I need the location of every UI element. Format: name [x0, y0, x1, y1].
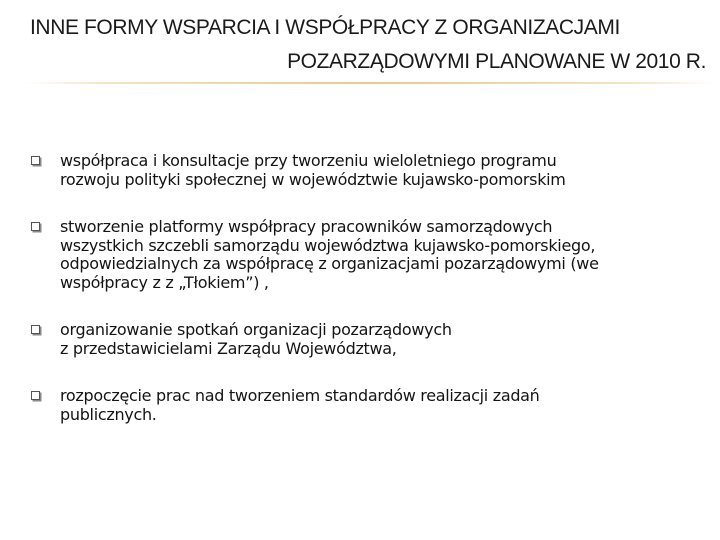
- bullet-text-line: publicznych.: [60, 404, 157, 424]
- slide-title-line-2: POZARZĄDOWYMI PLANOWANE W 2010 R.: [287, 50, 706, 73]
- bullet-text-line: współpracy z z „Tłokiem”) ,: [60, 272, 269, 292]
- bullet-text-line: rozwoju polityki społecznej w województwie kujawsko-pomorskim: [60, 169, 566, 189]
- bullet-text-line: organizowanie spotkań organizacji pozarządowych: [60, 320, 452, 339]
- square-bullet-icon: [31, 391, 40, 400]
- bullet-text-line: rozpoczęcie prac nad tworzeniem standardów realizacji zadań: [60, 386, 540, 405]
- square-bullet-icon: [31, 222, 40, 231]
- bullet-item-platform: [28, 218, 708, 292]
- bullet-text-line: wszystkich szczebli samorządu województwa kujawsko-pomorskiego,: [60, 235, 596, 255]
- bullet-list: [28, 152, 708, 453]
- slide-title-line-1: INNE FORMY WSPARCIA I WSPÓŁPRACY Z ORGANIZACJAMI: [30, 16, 620, 39]
- square-bullet-icon: [31, 325, 40, 334]
- bullet-text-line: z przedstawicielami Zarządu Województwa,: [60, 338, 397, 358]
- slide-title: [0, 14, 720, 80]
- bullet-text-line: stworzenie platformy współpracy pracowników samorządowych: [60, 217, 553, 236]
- title-divider: [24, 82, 714, 84]
- bullet-text-line: współpraca i konsultacje przy tworzeniu wieloletniego programu: [60, 151, 557, 170]
- bullet-item-meetings: [28, 321, 708, 358]
- bullet-text-line: odpowiedzialnych za współpracę z organizacjami pozarządowymi (we: [60, 254, 599, 273]
- square-bullet-icon: [31, 156, 40, 165]
- bullet-item-consultations: [28, 152, 708, 189]
- bullet-item-standards: [28, 387, 708, 424]
